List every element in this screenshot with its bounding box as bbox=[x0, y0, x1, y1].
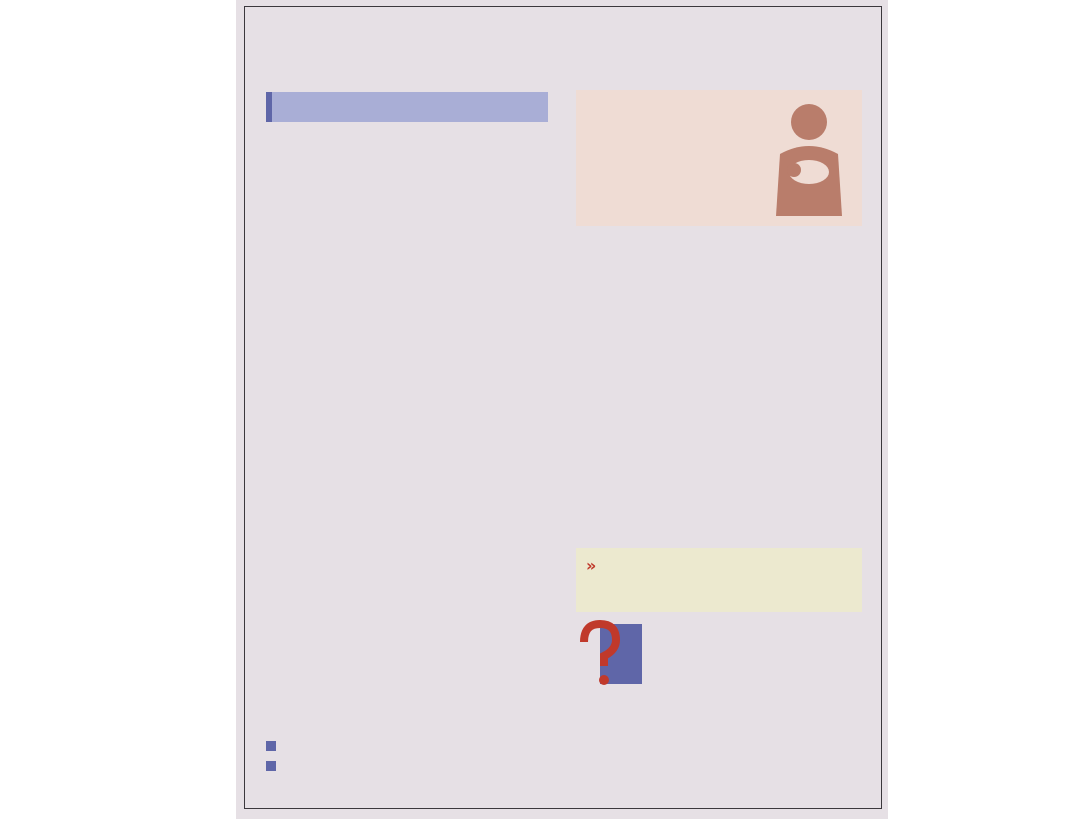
pull-quote-box bbox=[576, 90, 862, 226]
mother-head bbox=[791, 104, 827, 140]
mother-holding-baby-icon bbox=[770, 100, 848, 216]
section-kicker bbox=[266, 92, 548, 122]
list-item bbox=[266, 756, 546, 776]
double-chevron-right-icon: » bbox=[586, 556, 597, 575]
answer-byline bbox=[576, 770, 862, 790]
next-article-teaser bbox=[576, 548, 862, 612]
question-mark-icon bbox=[578, 620, 644, 690]
question-dot bbox=[599, 675, 609, 685]
square-bullet-icon bbox=[266, 761, 276, 771]
list-item bbox=[266, 736, 546, 756]
symptom-list bbox=[266, 736, 546, 776]
square-bullet-icon bbox=[266, 741, 276, 751]
headline bbox=[258, 14, 758, 74]
newspaper-page bbox=[236, 0, 888, 819]
baby-head bbox=[787, 163, 801, 177]
